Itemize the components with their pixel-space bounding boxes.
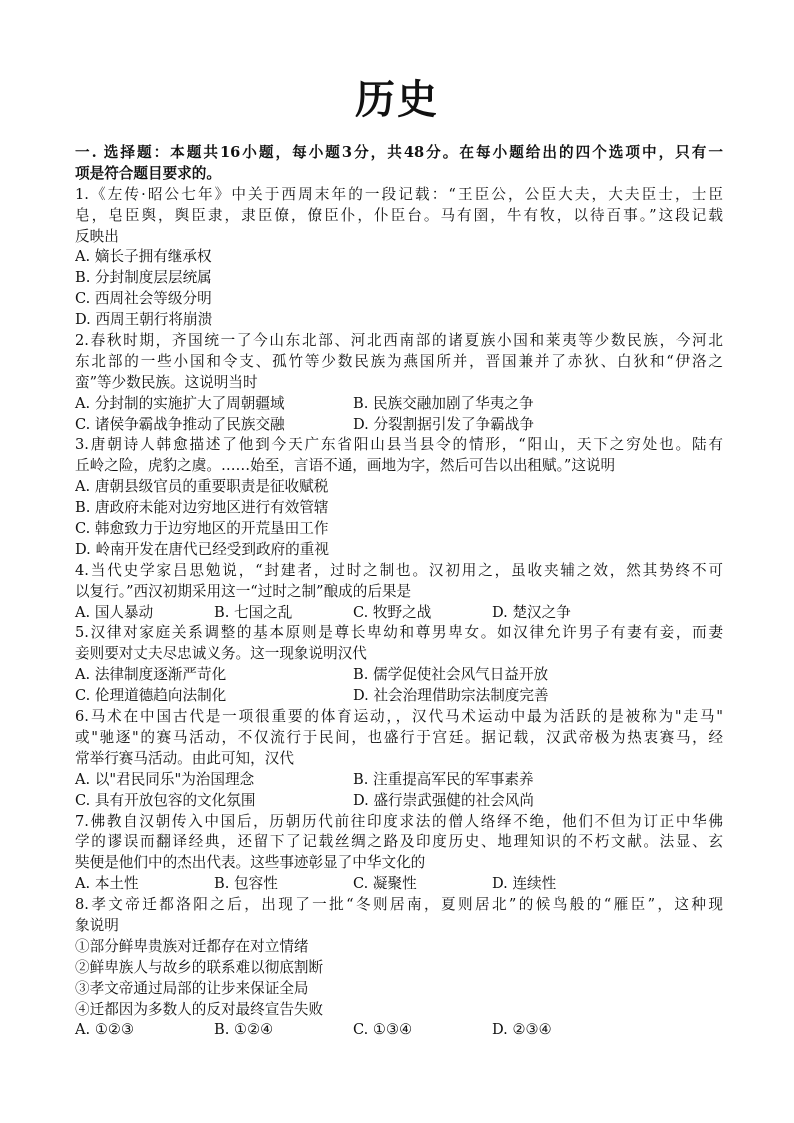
section-heading: 一. 选择题：本题共16小题，每小题3分，共48分。在每小题给出的四个选项中，只有一 [75, 144, 723, 161]
options-row [75, 874, 723, 895]
statement-3: ③孝文帝通过局部的让步来保证全局 [75, 979, 309, 997]
option-b: B. 分封制度层层统属 [75, 269, 212, 287]
question-stem-line: 6.马术在中国古代是一项很重要的体育运动，，汉代马术运动中最为活跃的是被称为"走马" [75, 708, 723, 726]
option-c: C. 西周社会等级分明 [75, 290, 212, 308]
option-a: A. 嫡长子拥有继承权 [75, 248, 212, 266]
option-d: D. 连续性 [492, 875, 557, 893]
question-stem-line: 学的谬误而翻译经典，还留下了记载丝绸之路及印度历史、地理知识的不朽文献。法显、玄 [75, 833, 723, 851]
option-a: A. 以"君民同乐"为治国理念 [75, 770, 255, 788]
question-8 [75, 895, 723, 1041]
question-stem-line: 8.孝文帝迁都洛阳之后，出现了一批“冬则居南，夏则居北”的候鸟般的“雁臣”，这种现 [75, 896, 723, 914]
option-d: D. 盛行崇武强健的社会风尚 [353, 791, 534, 809]
question-stem-line: 2.春秋时期，齐国统一了今山东北部、河北西南部的诸夏族小国和莱夷等少数民族，今河北 [75, 332, 723, 350]
option-b: B. ①②④ [214, 1021, 274, 1039]
option-c: C. 凝聚性 [353, 875, 417, 893]
option-a: A. 法律制度逐渐严苛化 [75, 666, 227, 684]
statement-1: ①部分鲜卑贵族对迁都存在对立情绪 [75, 937, 309, 955]
option-b: B. 注重提高军民的军事素养 [353, 770, 534, 788]
question-stem-line: 5.汉律对家庭关系调整的基本原则是尊长卑幼和尊男卑女。如汉律允许男子有妻有妾，而妻 [75, 624, 723, 642]
question-2 [75, 331, 723, 435]
option-c: C. ①③④ [353, 1021, 413, 1039]
question-stem-line: 妾则要对丈夫尽忠诚义务。这一现象说明汉代 [75, 645, 367, 663]
question-5 [75, 623, 723, 707]
question-stem-line: 象说明 [75, 916, 119, 934]
option-a: A. 分封制的实施扩大了周朝疆域 [75, 394, 285, 412]
option-a: A. ①②③ [75, 1021, 135, 1039]
option-c: C. 具有开放包容的文化氛围 [75, 791, 256, 809]
statement-4: ④迁都因为多数人的反对最终宣告失败 [75, 1000, 324, 1018]
option-d: D. 社会治理借助宗法制度完善 [353, 687, 549, 705]
options-row [75, 791, 723, 812]
question-stem-line: 反映出 [75, 227, 119, 245]
options-row [75, 665, 723, 686]
option-b: B. 儒学促使社会风气日益开放 [353, 666, 549, 684]
question-4 [75, 561, 723, 624]
option-d: D. 楚汉之争 [492, 603, 571, 621]
question-stem-line: 皂，皂臣舆，舆臣隶，隶臣僚，僚臣仆，仆臣台。马有圉，牛有牧，以待百事。”这段记载 [75, 206, 723, 224]
question-1 [75, 185, 723, 331]
options-row [75, 603, 723, 624]
option-d: D. 岭南开发在唐代已经受到政府的重视 [75, 540, 329, 558]
question-stem-line: 4.当代史学家吕思勉说，“封建者，过时之制也。汉初用之，虽收夹辅之效，然其势终不可 [75, 561, 723, 579]
section-heading-cont: 项是符合题目要求的。 [75, 164, 221, 182]
question-stem-line: 3.唐朝诗人韩愈描述了他到今天广东省阳山县当县令的情形，“阳山，天下之穷处也。陆有 [75, 436, 723, 454]
option-b: B. 包容性 [214, 875, 278, 893]
options-row [75, 1020, 723, 1041]
option-c: C. 诸侯争霸战争推动了民族交融 [75, 415, 285, 433]
option-c: C. 韩愈致力于边穷地区的开荒垦田工作 [75, 520, 329, 538]
question-stem-line: 1.《左传·昭公七年》中关于西周末年的一段记载：“王臣公，公臣大夫，大夫臣士，士臣 [75, 185, 723, 203]
option-b: B. 民族交融加剧了华夷之争 [353, 394, 534, 412]
exam-content [75, 143, 723, 1041]
page-title: 历史 [355, 76, 439, 123]
options-row [75, 415, 723, 436]
question-3 [75, 435, 723, 560]
question-6 [75, 707, 723, 811]
option-d: D. ②③④ [492, 1021, 552, 1039]
option-c: C. 牧野之战 [353, 603, 432, 621]
statement-2: ②鲜卑族人与故乡的联系难以彻底割断 [75, 958, 324, 976]
question-stem-line: 奘便是他们中的杰出代表。这些事迹彰显了中华文化的 [75, 854, 426, 872]
option-d: D. 西周王朝行将崩溃 [75, 311, 213, 329]
option-a: A. 本土性 [75, 875, 139, 893]
options-row [75, 770, 723, 791]
question-stem-line: 常举行赛马活动。由此可知，汉代 [75, 749, 294, 767]
question-stem-line: 7.佛教自汉朝传入中国后，历朝历代前往印度求法的僧人络绎不绝，他们不但为订正中华佛 [75, 812, 723, 830]
question-stem-line: 丘岭之险，虎豹之虞。……始至，言语不通，画地为字，然后可告以出租赋。”这说明 [75, 457, 616, 475]
options-row [75, 394, 723, 415]
option-b: B. 七国之乱 [214, 603, 293, 621]
option-d: D. 分裂割据引发了争霸战争 [353, 415, 534, 433]
option-a: A. 国人暴动 [75, 603, 154, 621]
question-7 [75, 812, 723, 896]
question-stem-line: 蛮”等少数民族。这说明当时 [75, 373, 258, 391]
option-b: B. 唐政府未能对边穷地区进行有效管辖 [75, 499, 329, 517]
options-row [75, 686, 723, 707]
question-stem-line: 或"驰逐"的赛马活动，不仅流行于民间，也盛行于宫廷。据记载，汉武帝极为热衷赛马，经 [75, 728, 723, 746]
question-stem-line: 以复行。”西汉初期采用这一“过时之制”酿成的后果是 [75, 582, 412, 600]
option-c: C. 伦理道德趋向法制化 [75, 687, 227, 705]
question-stem-line: 东北部的一些小国和令支、孤竹等少数民族为燕国所并，晋国兼并了赤狄、白狄和“伊洛之 [75, 352, 723, 370]
option-a: A. 唐朝县级官员的重要职责是征收赋税 [75, 478, 329, 496]
